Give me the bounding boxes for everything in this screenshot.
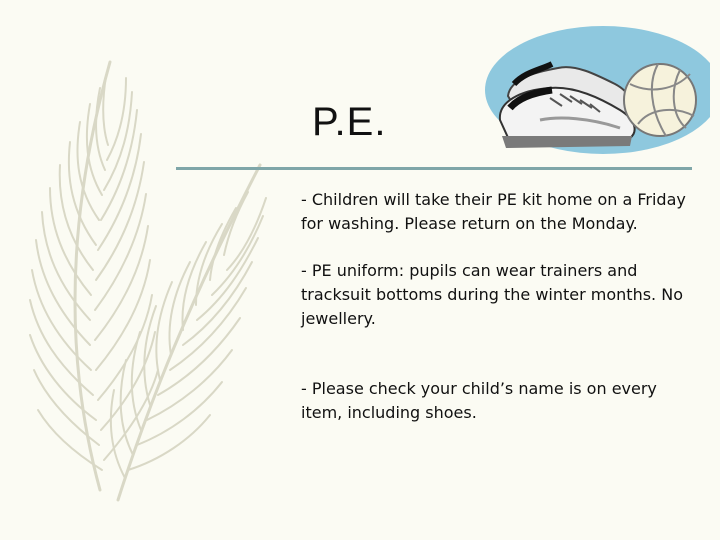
bullet-list <box>301 188 696 448</box>
slide-title: P.E. <box>312 100 387 144</box>
title-divider <box>176 167 692 170</box>
bullet-pe-kit: - Children will take their PE kit home on a Friday for washing. Please return on the Monday. <box>301 190 686 233</box>
bullet-name-labels: - Please check your child’s name is on every item, including shoes. <box>301 379 657 422</box>
bullet-pe-uniform: - PE uniform: pupils can wear trainers and tracksuit bottoms during the winter months. No jewellery. <box>301 261 683 328</box>
trainers-and-volleyball-clipart <box>480 24 710 160</box>
